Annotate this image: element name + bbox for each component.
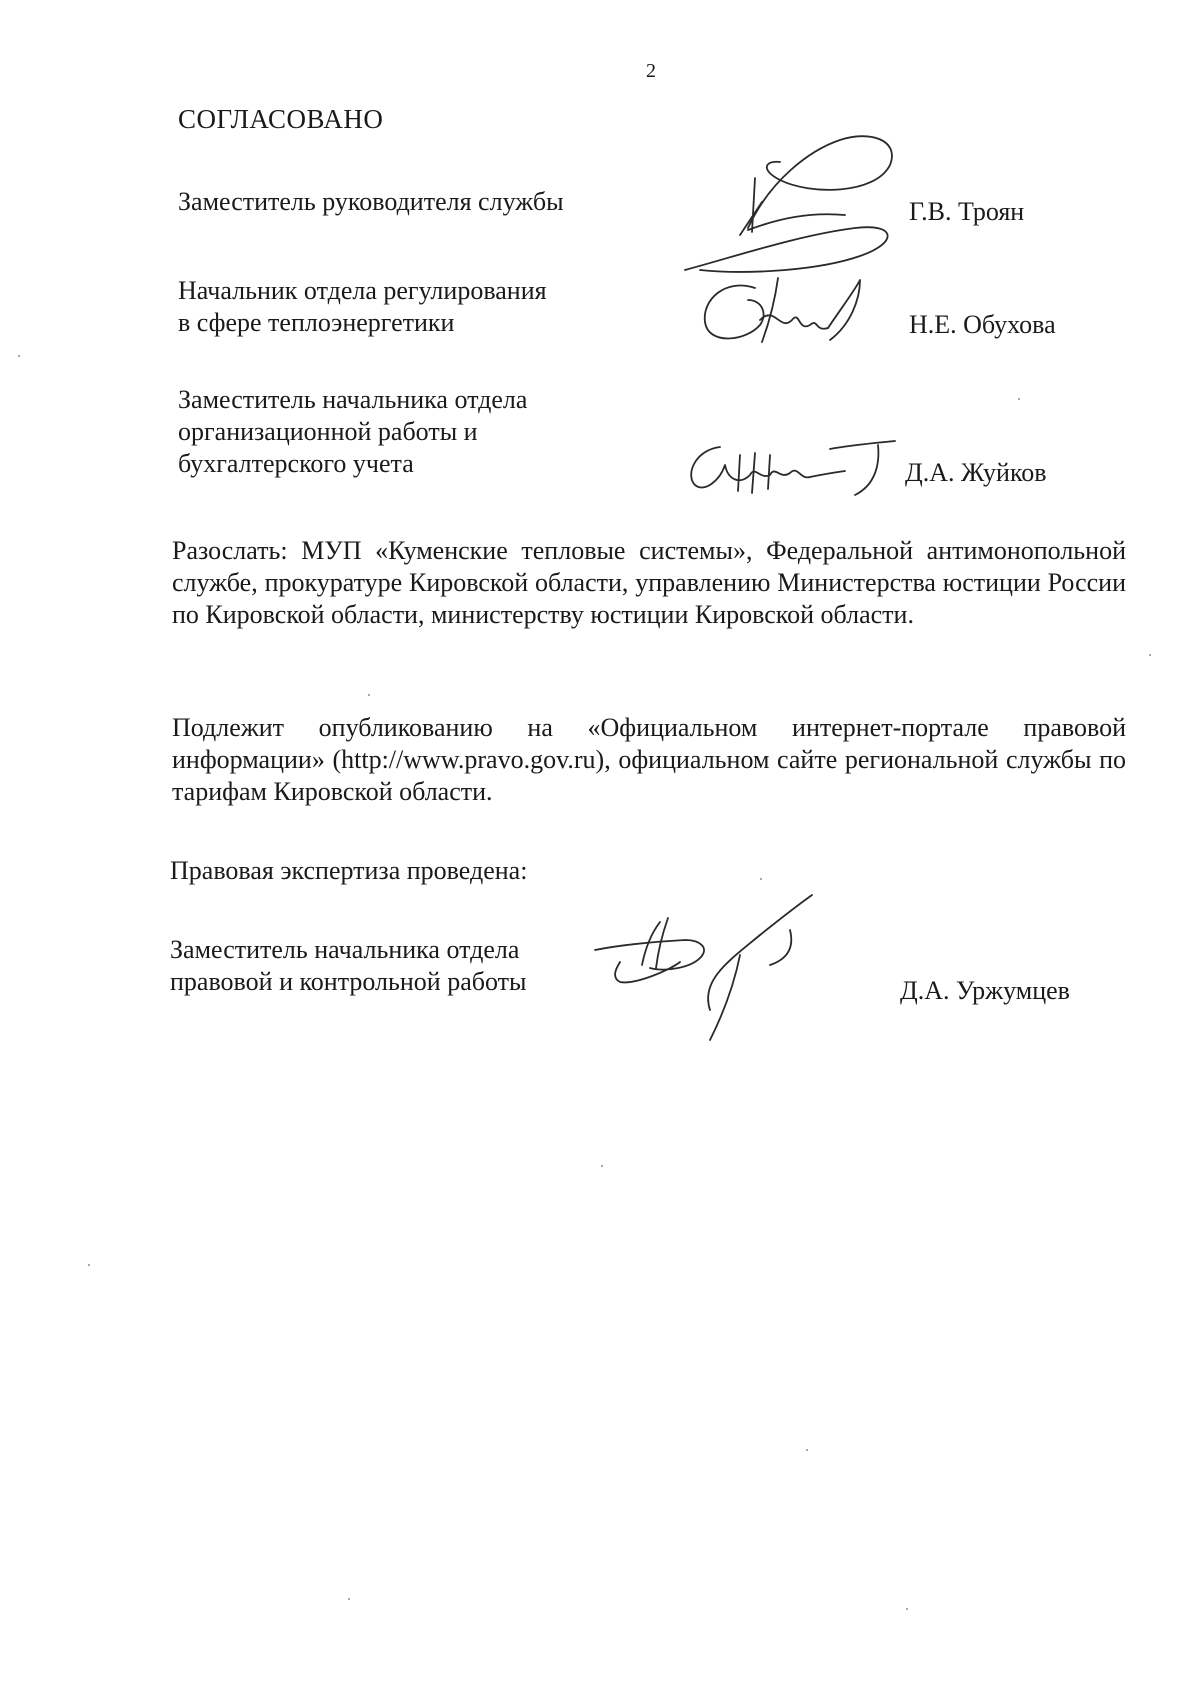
- approver-3-position: [178, 384, 527, 480]
- legal-review-name: Д.А. Уржумцев: [900, 976, 1070, 1005]
- legal-review-position: [170, 934, 526, 998]
- scan-speck: [1018, 398, 1020, 400]
- scan-speck: [18, 355, 20, 357]
- approver-3-name: Д.А. Жуйков: [905, 458, 1047, 487]
- approver-2-position: [178, 275, 547, 339]
- approver-1-position: [178, 186, 564, 218]
- approver-2-position-line: в сфере теплоэнергетики: [178, 308, 455, 337]
- approver-1-name: Г.В. Троян: [909, 197, 1025, 226]
- legal-review-heading: Правовая экспертиза проведена:: [170, 856, 528, 885]
- scan-speck: [906, 1608, 908, 1610]
- approver-2-position-line: Начальник отдела регулирования: [178, 276, 547, 305]
- scan-speck: [601, 1165, 603, 1167]
- page-number: 2: [646, 60, 656, 82]
- legal-review-position-line: правовой и контрольной работы: [170, 967, 527, 996]
- signature-troyan: [680, 120, 920, 280]
- signature-zhuikov: [680, 435, 910, 505]
- distribution-paragraph: Разослать: МУП «Куменские тепловые системы», Федеральной антимонопольной службе, прокуратуре Кировской области, управлению Министерства юстиции России по Кировской области, министерству юстиции Кировской области.: [172, 536, 1126, 629]
- approver-2-name: Н.Е. Обухова: [909, 310, 1056, 339]
- approver-3-position-line: Заместитель начальника отдела: [178, 385, 528, 414]
- scan-speck: [88, 1264, 90, 1266]
- signature-obukhova: [700, 270, 880, 350]
- scan-speck: [368, 694, 370, 696]
- signature-urzhumtsev: [590, 890, 850, 1040]
- scan-speck: [348, 1598, 350, 1600]
- approver-3-position-line: бухгалтерского учета: [178, 449, 414, 478]
- approver-1-position-line: Заместитель руководителя службы: [178, 187, 564, 216]
- publication-paragraph: Подлежит опубликованию на «Официальном интернет-портале правовой информации» (http://www.pravo.gov.ru), официальном сайте региональной службы по тарифам Кировской области.: [172, 713, 1126, 806]
- scan-speck: [1149, 654, 1151, 656]
- approver-3-position-line: организационной работы и: [178, 417, 478, 446]
- scan-speck: [760, 878, 762, 880]
- approval-heading: СОГЛАСОВАНО: [178, 104, 384, 134]
- scan-speck: [806, 1449, 808, 1451]
- legal-review-position-line: Заместитель начальника отдела: [170, 935, 520, 964]
